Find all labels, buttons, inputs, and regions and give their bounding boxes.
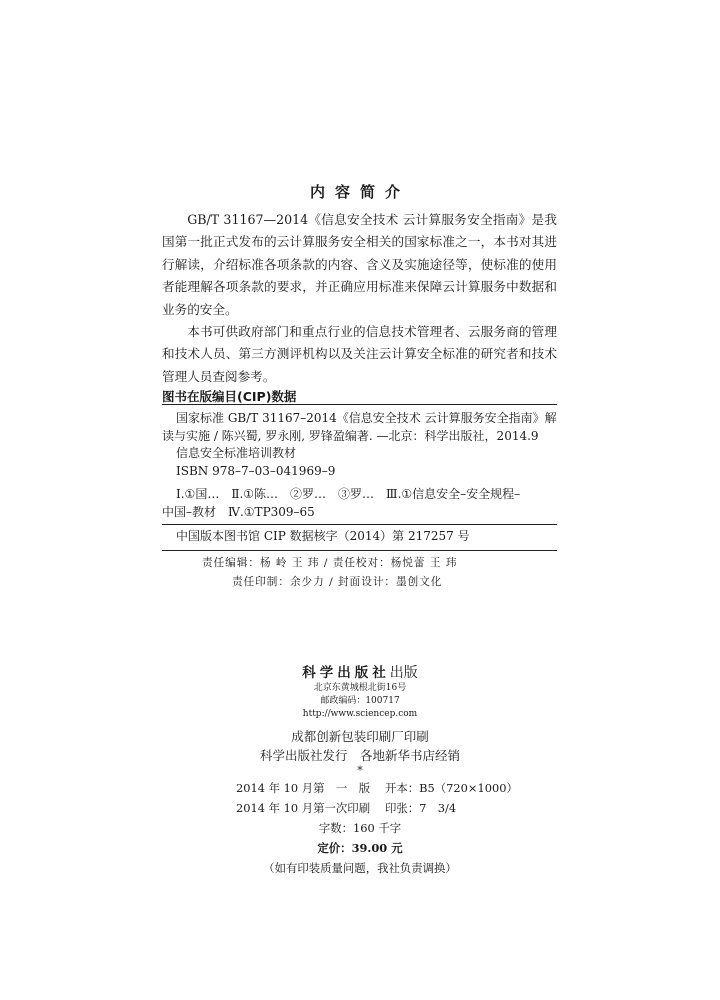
cip-subjects [162, 486, 562, 521]
cip-top-rule [162, 404, 557, 405]
separator-star: * [357, 764, 363, 777]
cip-core-line: 中国版本图书馆 CIP 数据核字（2014）第 217257 号 [176, 529, 470, 543]
credits-line-production: 责任印制：余少力 / 封面设计：墨创文化 [232, 576, 443, 588]
edition-date: 2014 年 10 月第 一 版 [236, 781, 371, 795]
cip-record [162, 410, 562, 480]
summary-paragraph: GB/T 31167—2014《信息安全技术 云计算服务安全指南》是我国第一批正式发布的云计算服务安全相关的国家标准之一，本书对其进行解读，介绍标准各项条款的内容、含义及实施途径等，使标准的使用者能理解各项条款的要求，并正确应用标准来保障云计算服务中数据和业务的安全。 [162, 212, 557, 317]
summary-paragraph: 本书可供政府部门和重点行业的信息技术管理者、云服务商的管理和技术人员、第三方测评机构以及关注云计算安全标准的研究者和技术管理人员查阅参考。 [162, 324, 557, 384]
cip-record-line: 国家标准 GB/T 31167–2014《信息安全技术 云计算服务安全指南》解 [176, 411, 557, 425]
cip-isbn-line: ISBN 978–7–03–041969–9 [176, 463, 336, 478]
publisher-suffix: 出版 [389, 665, 418, 681]
publisher-logo-text: 科学出版社 [302, 665, 390, 681]
price: 定价：39.00 元 [317, 841, 403, 855]
cip-subject-line: Ⅰ.①国… Ⅱ.①陈… ②罗… ③罗… Ⅲ.①信息安全–安全规程– [176, 487, 521, 501]
publisher-postcode: 邮政编码：100717 [320, 696, 400, 706]
printer-line: 成都创新包装印刷厂印刷 [291, 729, 429, 744]
print-date: 2014 年 10 月第一次印刷 [236, 801, 371, 815]
cip-heading: 图书在版编目(CIP)数据 [162, 389, 297, 404]
quality-notice: （如有印装质量问题，我社负责调换） [263, 861, 457, 875]
printed-sheets: 印张：7 3/4 [385, 801, 457, 815]
publisher-address: 北京东黄城根北街16号 [313, 683, 407, 693]
summary-title: 内容简介 [309, 183, 410, 201]
cip-series-line: 信息安全标准培训教材 [176, 446, 297, 460]
summary-text [162, 209, 557, 388]
cip-record-line: 读与实施 / 陈兴蜀, 罗永刚, 罗锋盈编著. —北京：科学出版社，2014.9 [162, 428, 539, 443]
word-count: 字数：160 千字 [318, 821, 402, 835]
publisher-website: http://www.sciencep.com [302, 709, 418, 719]
publisher-imprint [0, 661, 720, 682]
cip-subject-line: 中国–教材 Ⅳ.①TP309–65 [162, 504, 315, 519]
book-format: 开本：B5（720×1000） [385, 781, 518, 795]
distribution-line: 科学出版社发行 各地新华书店经销 [259, 748, 460, 763]
cip-bottom-rule [162, 550, 557, 551]
cip-mid-rule [162, 524, 557, 525]
credits-line-editors: 责任编辑：杨 岭 王 玮 / 责任校对：杨悦蕾 王 玮 [202, 557, 458, 569]
cip-core-record [162, 528, 562, 546]
